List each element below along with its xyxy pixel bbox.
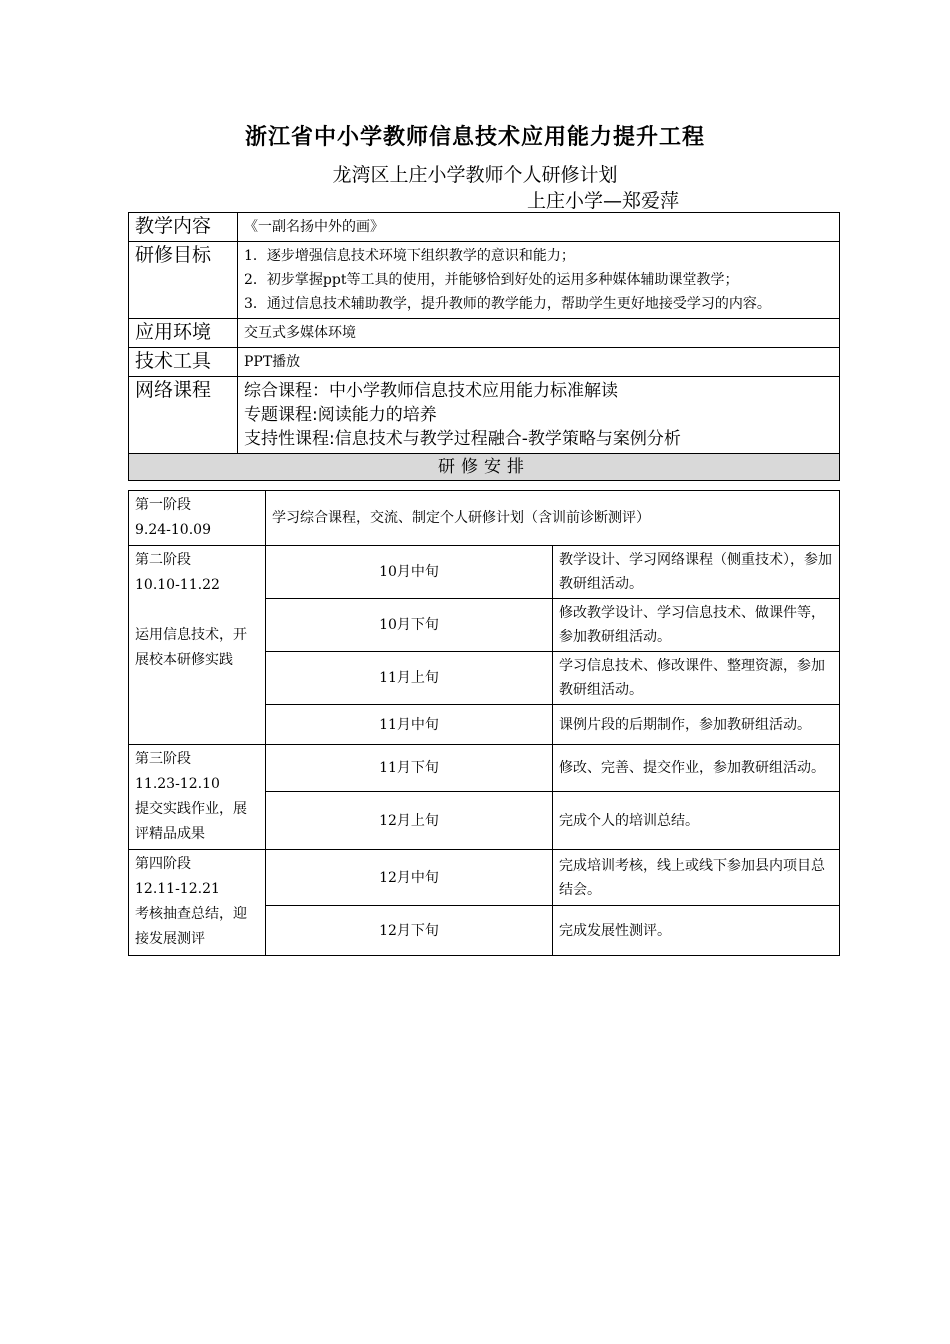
content-value: 《一副名扬中外的画》 [238, 213, 840, 242]
stage4-cell [129, 850, 266, 956]
activity-cell: 完成个人的培训总结。 [553, 792, 840, 850]
env-label: 应用环境 [129, 319, 238, 348]
month-cell: 12月下旬 [266, 906, 553, 956]
stage-name: 第三阶段 [135, 751, 191, 767]
document-title: 浙江省中小学教师信息技术应用能力提升工程 [244, 124, 705, 150]
env-value: 交互式多媒体环境 [238, 319, 840, 348]
course-row [129, 377, 840, 454]
stage2-row [129, 546, 840, 599]
month-cell: 11月中旬 [266, 705, 553, 745]
activity-cell: 课例片段的后期制作，参加教研组活动。 [553, 705, 840, 745]
month-cell: 11月下旬 [266, 745, 553, 792]
goal-item: 1．逐步增强信息技术环境下组织教学的意识和能力； [244, 248, 575, 264]
activity-cell: 完成发展性测评。 [553, 906, 840, 956]
content-label: 教学内容 [129, 213, 238, 242]
author-line: 上庄小学—郑爱萍 [527, 190, 680, 212]
course-item: 专题课程:阅读能力的培养 [244, 405, 437, 425]
activity-cell: 修改、完善、提交作业，参加教研组活动。 [553, 745, 840, 792]
stage1-activity: 学习综合课程，交流、制定个人研修计划（含训前诊断测评） [266, 491, 840, 546]
activity-cell: 教学设计、学习网络课程（侧重技术），参加教研组活动。 [553, 546, 840, 599]
tool-row [129, 348, 840, 377]
env-row [129, 319, 840, 348]
spacer [135, 598, 259, 623]
stage-desc: 考核抽查总结，迎接发展测评 [135, 906, 247, 947]
activity-cell: 学习信息技术、修改课件、整理资源，参加教研组活动。 [553, 652, 840, 705]
stage1-row [129, 491, 840, 546]
schedule-table [128, 490, 840, 956]
stage1-cell [129, 491, 266, 546]
document-subtitle: 龙湾区上庄小学教师个人研修计划 [332, 164, 618, 186]
stage2-cell [129, 546, 266, 745]
content-row [129, 213, 840, 242]
stage3-cell [129, 745, 266, 850]
month-cell: 12月上旬 [266, 792, 553, 850]
stage-name: 第四阶段 [135, 856, 191, 872]
plan-info-table [128, 212, 840, 481]
goal-row [129, 242, 840, 319]
stage4-row [129, 850, 840, 906]
stage-dates: 11.23-12.10 [135, 776, 220, 792]
schedule-band-row [129, 454, 840, 481]
stage-desc: 提交实践作业，展评精品成果 [135, 801, 247, 842]
goal-label: 研修目标 [129, 242, 238, 319]
goal-item: 3．通过信息技术辅助教学，提升教师的教学能力，帮助学生更好地接受学习的内容。 [244, 296, 771, 312]
stage-dates: 10.10-11.22 [135, 577, 220, 593]
month-cell: 11月上旬 [266, 652, 553, 705]
goal-list [238, 242, 840, 319]
course-label: 网络课程 [129, 377, 238, 454]
stage-dates: 12.11-12.21 [135, 881, 220, 897]
stage-dates: 9.24-10.09 [135, 522, 211, 538]
course-item: 支持性课程:信息技术与教学过程融合-教学策略与案例分析 [244, 429, 681, 449]
course-item: 综合课程：中小学教师信息技术应用能力标准解读 [244, 381, 618, 401]
month-cell: 10月下旬 [266, 599, 553, 652]
stage-desc: 运用信息技术，开展校本研修实践 [135, 627, 247, 668]
course-list [238, 377, 840, 454]
month-cell: 10月中旬 [266, 546, 553, 599]
stage3-row [129, 745, 840, 792]
activity-cell: 完成培训考核，线上或线下参加县内项目总结会。 [553, 850, 840, 906]
tool-label: 技术工具 [129, 348, 238, 377]
tool-value: PPT播放 [238, 348, 840, 377]
goal-item: 2．初步掌握ppt等工具的使用，并能够恰到好处的运用多种媒体辅助课堂教学； [244, 272, 739, 288]
activity-cell: 修改教学设计、学习信息技术、做课件等，参加教研组活动。 [553, 599, 840, 652]
stage-name: 第二阶段 [135, 552, 191, 568]
schedule-band: 研修安排 [129, 454, 840, 481]
month-cell: 12月中旬 [266, 850, 553, 906]
stage-name: 第一阶段 [135, 497, 191, 513]
